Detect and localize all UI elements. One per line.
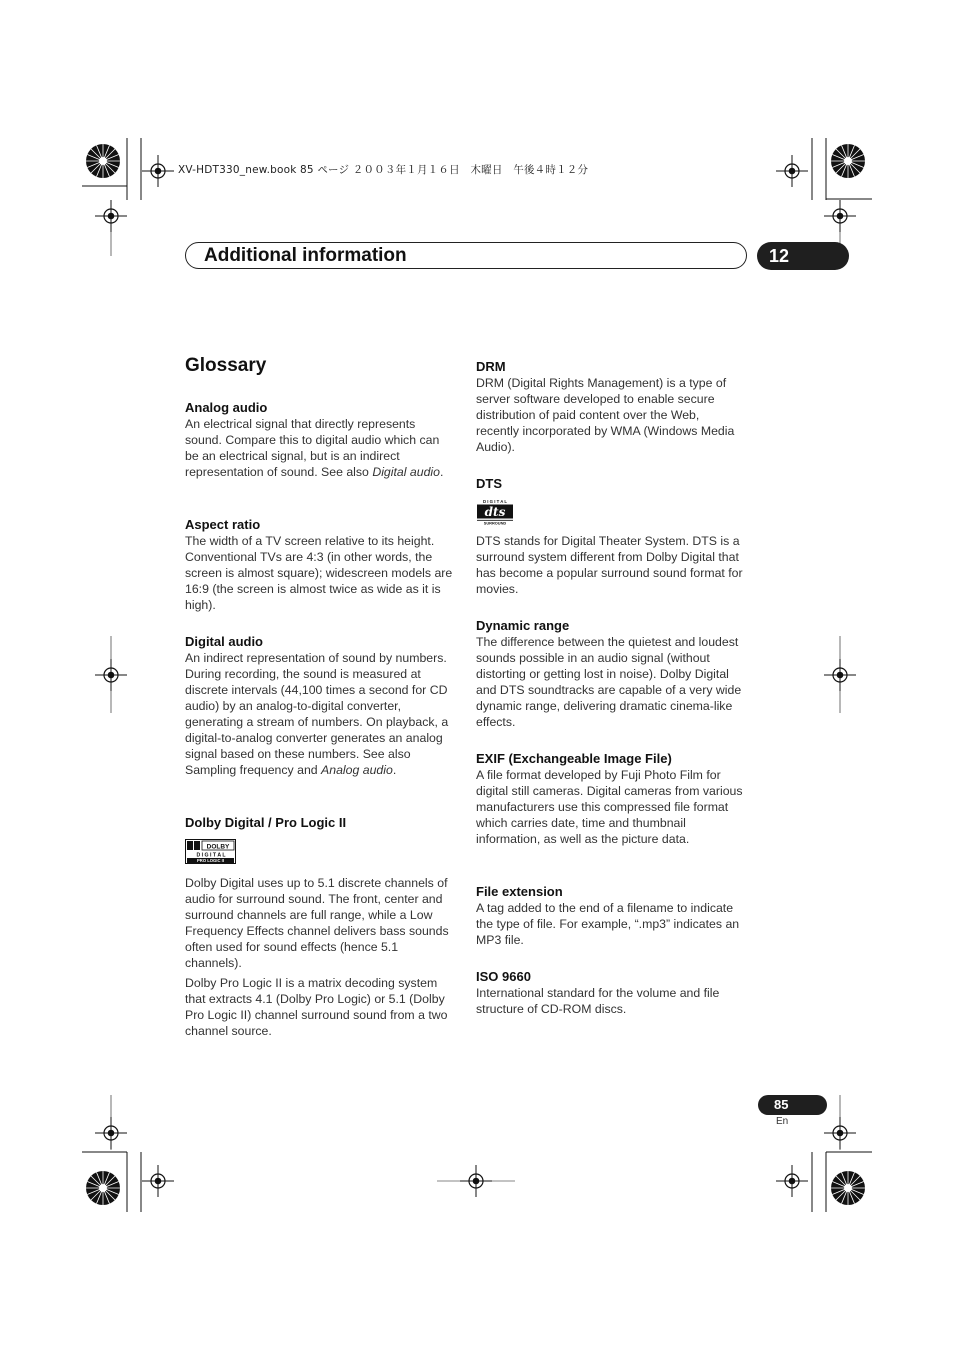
dolby-logo-prologic: PRO LOGIC II [197, 858, 224, 864]
definition: A tag added to the end of a filename to indicate the type of file. For example, “.mp3” indicates an MP3 file. [476, 901, 740, 947]
term: DTS [476, 476, 502, 491]
dts-logo-digital: D I G I T A L [482, 499, 508, 504]
term: Analog audio [185, 400, 268, 415]
registration-burst-icon [86, 1171, 120, 1205]
term: Digital audio [185, 634, 263, 649]
page-number-badge [758, 1095, 827, 1115]
entry-dts [476, 475, 744, 492]
entry-exif [476, 750, 744, 847]
dts-logo-text: dts [484, 505, 506, 519]
page-number: 85 [774, 1097, 789, 1112]
definition: DTS stands for Digital Theater System. DTS is a surround system different from Dolby Digital that has become a popular surround sound format for movies. [476, 534, 743, 596]
entry-dynamic-range [476, 617, 744, 730]
section-title: Glossary [185, 355, 267, 376]
term: DRM [476, 359, 506, 374]
registration-target-icon [142, 155, 174, 187]
definition: The difference between the quietest and loudest sounds possible in an audio signal (without distorting or getting lost in noise). Dolby Digital and DTS soundtracks are capable of a very wide dynamic range, delivering dramatic cinema-like effects. [476, 635, 742, 729]
chapter-number-badge [757, 242, 849, 270]
term: ISO 9660 [476, 969, 531, 984]
definition: An electrical signal that directly represents sound. Compare this to digital audio which can be an electrical signal, but is an indirect representation of sound. See also Digital audio. [185, 417, 444, 479]
dolby-digital-pro-logic-logo [185, 839, 239, 865]
chapter-title: Additional information [204, 245, 407, 266]
definition: DRM (Digital Rights Management) is a type of server software developed to enable secure distribution of paid content over the Web, recently incorporated by WMA (Windows Media Audio). [476, 376, 735, 454]
entry-digital-audio [185, 633, 453, 778]
registration-burst-icon [831, 1171, 865, 1205]
entry-dolby-text [185, 875, 453, 1039]
definition: Dolby Pro Logic II is a matrix decoding system that extracts 4.1 (Dolby Pro Logic) or 5.1 (Dolby Pro Logic II) channel surround sound from a two channel source. [185, 976, 448, 1038]
registration-target-icon [776, 1165, 808, 1197]
registration-target-icon [142, 1165, 174, 1197]
definition: An indirect representation of sound by numbers. During recording, the sound is measured at discrete intervals (44,100 times a second for CD audio) by an analog-to-digital converter, generating a stream of numbers. On playback, a digital-to-analog converter generates an analog signal based on these numbers. See also Sampling frequency and Analog audio. [185, 651, 449, 777]
chapter-number: 12 [769, 246, 790, 266]
entry-aspect-ratio [185, 516, 453, 613]
dts-logo-surround: SURROUND [483, 520, 507, 525]
definition: The width of a TV screen relative to its height. Conventional TVs are 4:3 (in other words, the screen is almost square); widescreen models are 16:9 (the screen is almost twice as wide as it is high). [185, 534, 453, 612]
entry-drm [476, 358, 744, 455]
print-header: XV-HDT330_new.book 85 ページ ２００３年１月１６日 木曜日 午後４時１２分 [178, 164, 589, 176]
dolby-logo-digital: D I G I T A L [196, 852, 226, 859]
dolby-logo-text: DOLBY [206, 843, 230, 851]
term: EXIF (Exchangeable Image File) [476, 751, 672, 766]
definition: Dolby Digital uses up to 5.1 discrete channels of audio for surround sound. The front, center and surround channels are full range, while a Low Frequency Effects channel delivers bass sounds often used for sound effects (hence 5.1 channels). [185, 876, 449, 970]
term: File extension [476, 884, 563, 899]
language-label: En [776, 1116, 789, 1127]
entry-iso-9660 [476, 968, 744, 1017]
term: Aspect ratio [185, 517, 261, 532]
definition: A file format developed by Fuji Photo Film for digital still cameras. Digital cameras from various manufacturers use this compressed file format which carries date, time and thumbnail information, as well as the picture data. [476, 768, 743, 846]
entry-dts-text [476, 533, 744, 597]
entry-analog-audio [185, 399, 453, 480]
term: Dolby Digital / Pro Logic II [185, 815, 347, 830]
term: Dynamic range [476, 618, 570, 633]
definition: International standard for the volume and file structure of CD-ROM discs. [476, 986, 720, 1016]
registration-target-icon [776, 155, 808, 187]
dts-digital-surround-logo [476, 498, 516, 525]
entry-dolby [185, 814, 453, 831]
entry-file-extension [476, 883, 744, 948]
registration-burst-icon [86, 144, 120, 178]
registration-burst-icon [831, 144, 865, 178]
